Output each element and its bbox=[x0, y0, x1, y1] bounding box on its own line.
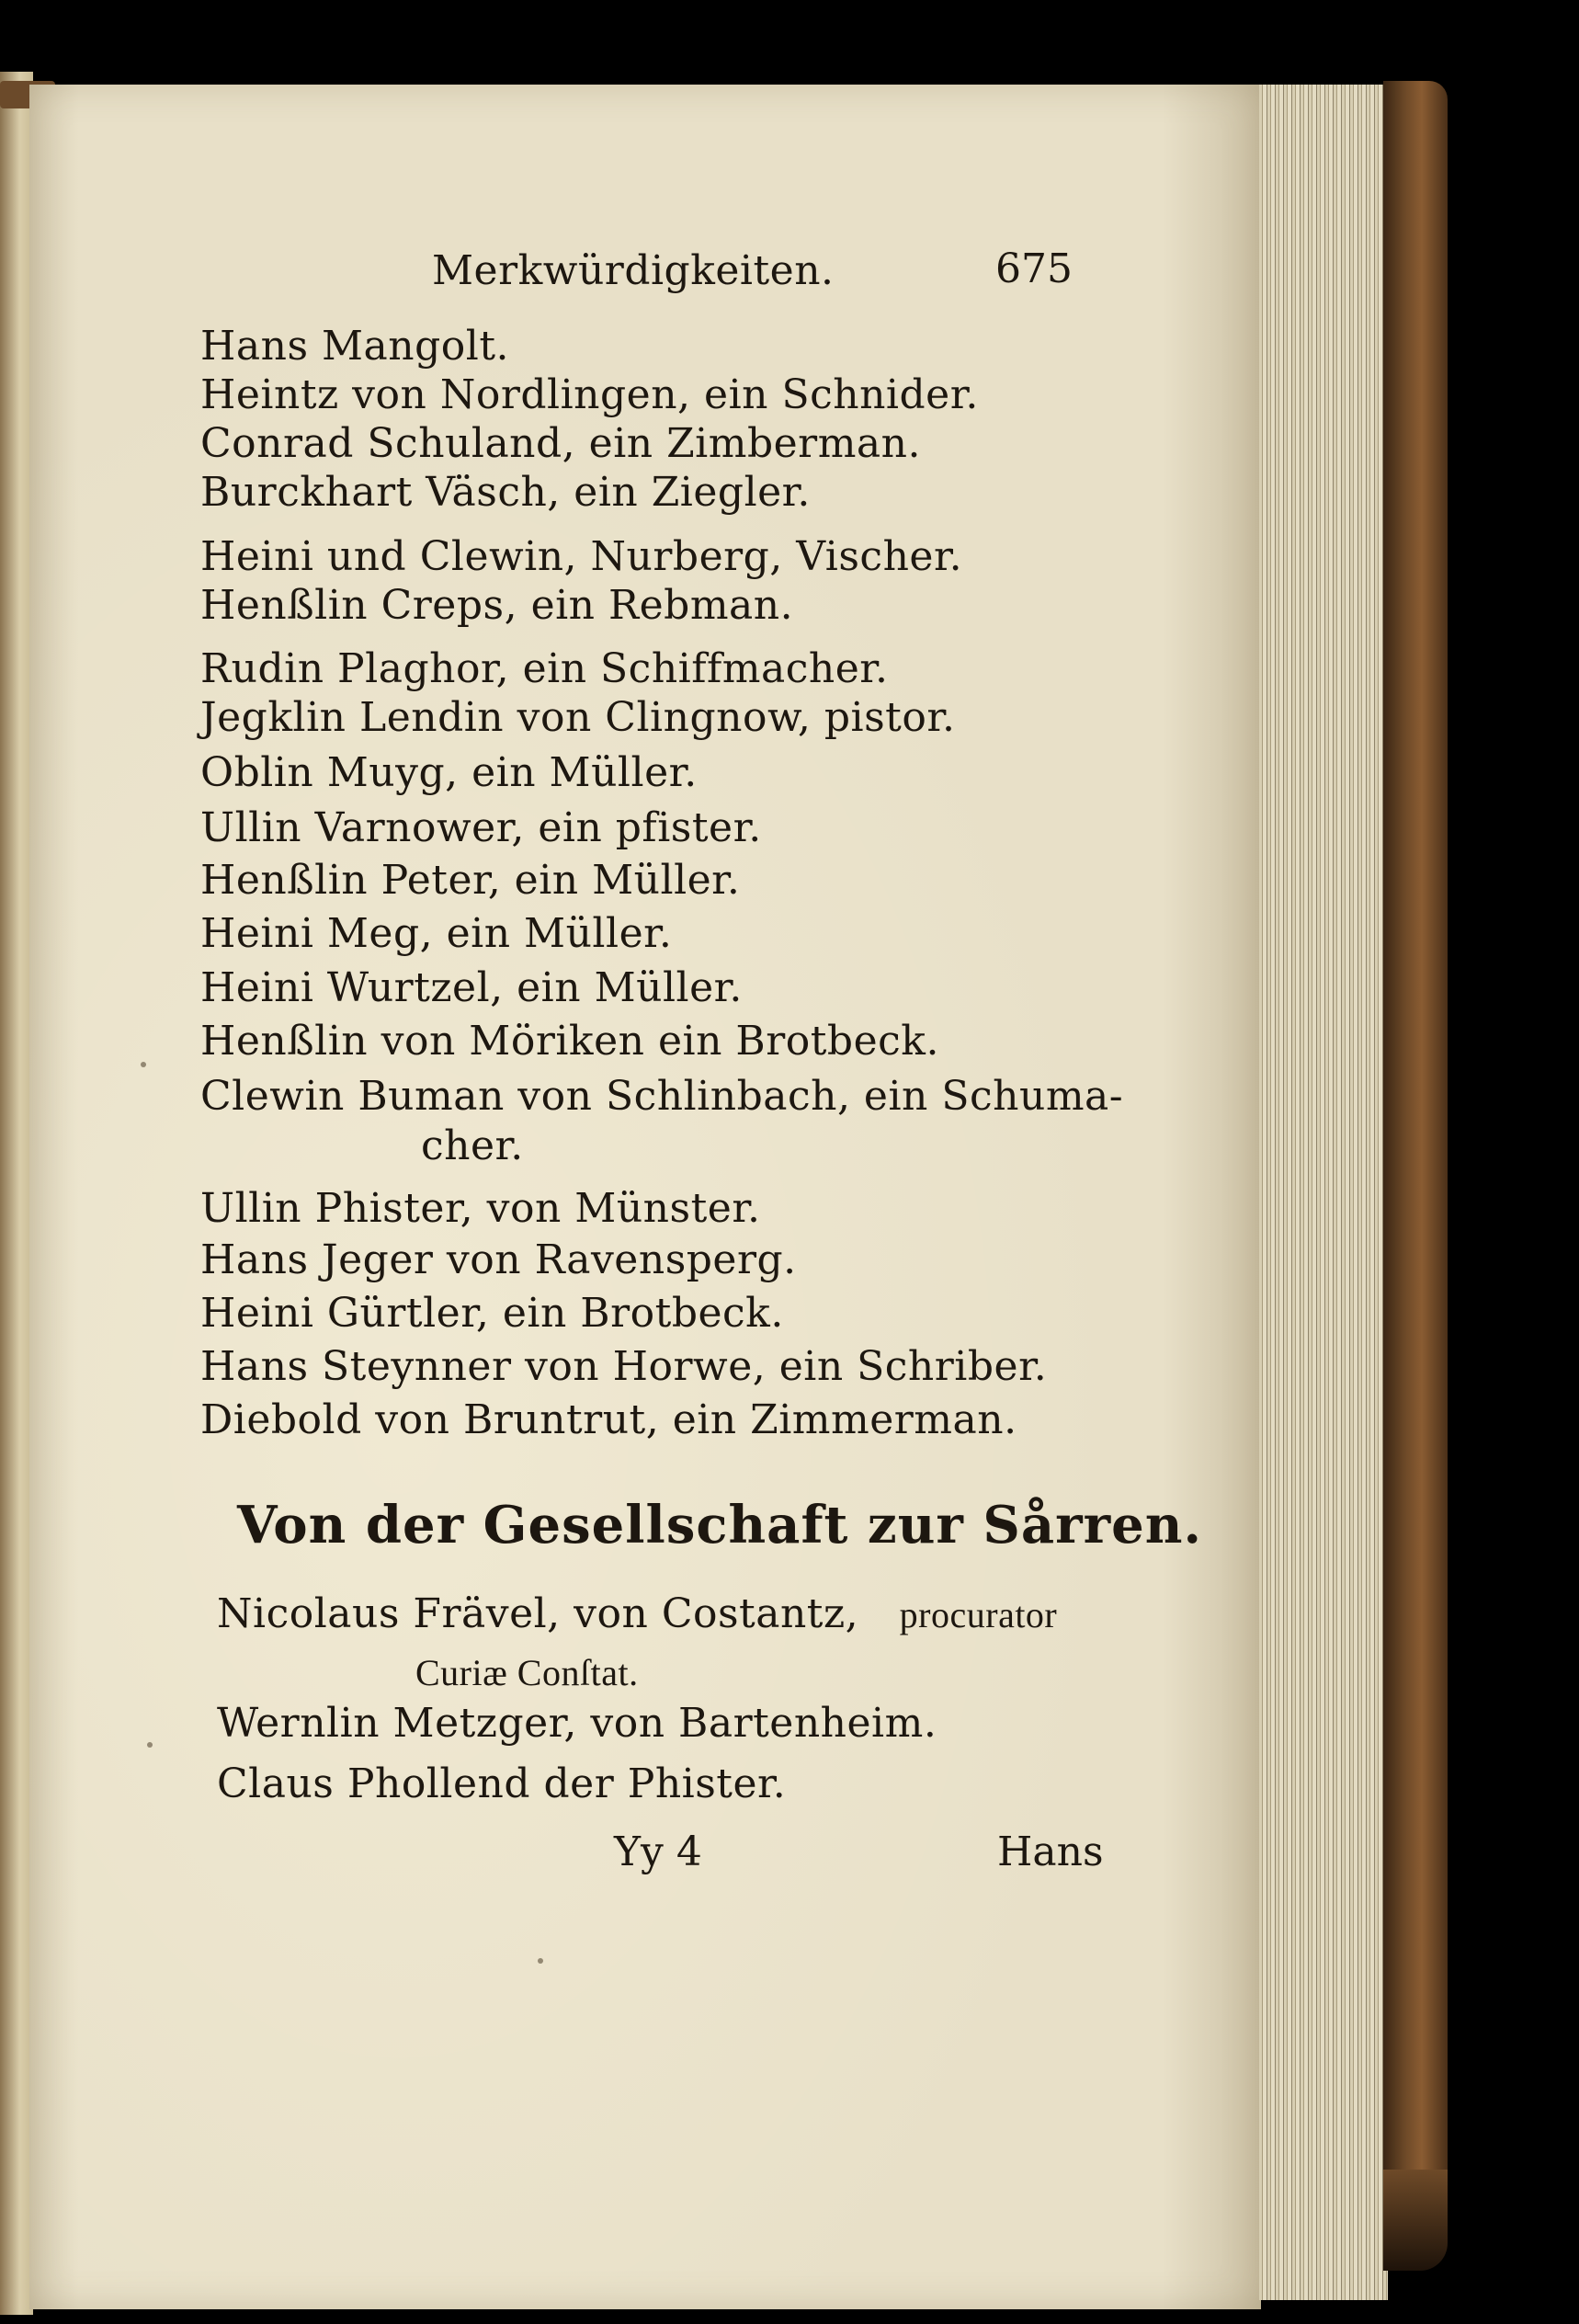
entry-line: Henßlin von Möriken ein Brotbeck. bbox=[200, 1018, 939, 1065]
ink-speck bbox=[538, 1958, 543, 1964]
entry-line: Heini und Clewin, Nurberg, Vischer. bbox=[200, 533, 963, 580]
entry-line: Clewin Buman von Schlinbach, ein Schuma- bbox=[200, 1073, 1124, 1120]
entry-line: Jegklin Lendin von Clingnow, pistor. bbox=[200, 694, 956, 741]
entry-line: Burckhart Väsch, ein Ziegler. bbox=[200, 469, 811, 516]
entry-line: Oblin Muyg, ein Müller. bbox=[200, 749, 698, 796]
entry-line: Ullin Phister, von Münster. bbox=[200, 1185, 761, 1232]
entry-line: Hans Steynner von Horwe, ein Schriber. bbox=[200, 1343, 1048, 1390]
running-title: Merkwürdigkeiten. bbox=[432, 247, 835, 294]
section-entry-latin-continuation: Curiæ Conſtat. bbox=[415, 1652, 639, 1693]
entry-line: Ullin Varnower, ein pfister. bbox=[200, 804, 762, 851]
entry-line-continuation: cher. bbox=[421, 1122, 524, 1169]
entry-line: Hans Mangolt. bbox=[200, 323, 510, 370]
page-number: 675 bbox=[995, 245, 1073, 292]
entry-line: Heintz von Nordlingen, ein Schnider. bbox=[200, 371, 979, 418]
section-entry: Wernlin Metzger, von Bartenheim. bbox=[217, 1700, 937, 1747]
entry-line: Conrad Schuland, ein Zimberman. bbox=[200, 420, 921, 467]
section-heading: Von der Gesellschaft zur Sårren. bbox=[237, 1495, 1202, 1555]
signature-mark: Yy 4 bbox=[614, 1828, 702, 1875]
entry-line: Rudin Plaghor, ein Schiffmacher. bbox=[200, 645, 889, 692]
section-entry-latin: procurator bbox=[899, 1594, 1058, 1635]
entry-line: Heini Wurtzel, ein Müller. bbox=[200, 964, 743, 1011]
entry-line: Hans Jeger von Ravensperg. bbox=[200, 1236, 797, 1283]
ink-speck bbox=[147, 1742, 153, 1748]
catchword: Hans bbox=[997, 1828, 1104, 1875]
entry-line: Diebold von Bruntrut, ein Zimmerman. bbox=[200, 1396, 1017, 1443]
entry-line: Henßlin Peter, ein Müller. bbox=[200, 857, 741, 904]
section-entry bbox=[217, 1591, 1057, 1638]
section-entry: Claus Phollend der Phister. bbox=[217, 1760, 787, 1807]
entry-line: Heini Meg, ein Müller. bbox=[200, 910, 673, 957]
entry-line: Henßlin Creps, ein Rebman. bbox=[200, 582, 794, 629]
section-entry-text: Nicolaus Frävel, von Costantz, bbox=[217, 1590, 859, 1637]
ink-speck bbox=[141, 1062, 146, 1067]
entry-line: Heini Gürtler, ein Brotbeck. bbox=[200, 1290, 784, 1337]
